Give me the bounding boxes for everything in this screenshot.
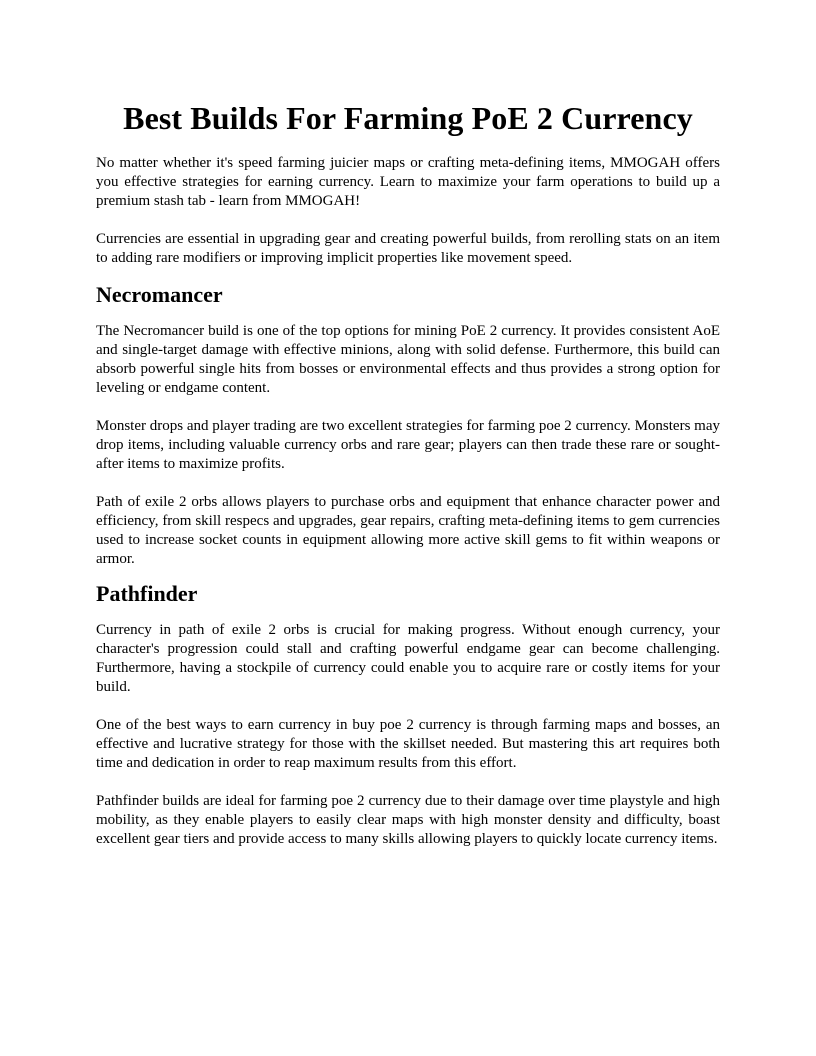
necromancer-section bbox=[96, 280, 720, 569]
pathfinder-paragraph-2: One of the best ways to earn currency in buy poe 2 currency is through farming maps and bosses, an effective and lucrative strategy for those with the skillset needed. But mastering this art requires both time and dedication in order to reap maximum results from this effort. bbox=[96, 717, 720, 771]
necromancer-paragraph-3: Path of exile 2 orbs allows players to purchase orbs and equipment that enhance character power and efficiency, from skill respecs and upgrades, gear repairs, crafting meta-defining items to gem currencies used to increase socket counts in equipment allowing more active skill gems to fit within weapons or armor. bbox=[96, 494, 720, 567]
necromancer-paragraph-2: Monster drops and player trading are two excellent strategies for farming poe 2 currency. Monsters may drop items, including valuable currency orbs and rare gear; players can then trade these rare or sought-after items to maximize profits. bbox=[96, 418, 720, 472]
pathfinder-section bbox=[96, 579, 720, 849]
section-heading-pathfinder: Pathfinder bbox=[96, 581, 198, 606]
intro-section bbox=[96, 154, 720, 268]
pathfinder-paragraph-3: Pathfinder builds are ideal for farming poe 2 currency due to their damage over time playstyle and high mobility, as they enable players to easily clear maps with high monster density and difficulty, boast excellent gear tiers and provide access to many skills allowing players to quickly locate currency items. bbox=[96, 793, 720, 847]
intro-paragraph-1: No matter whether it's speed farming juicier maps or crafting meta-defining items, MMOGAH offers you effective strategies for earning currency. Learn to maximize your farm operations to build up a premium stash tab - learn from MMOGAH! bbox=[96, 155, 720, 209]
necromancer-paragraph-1: The Necromancer build is one of the top options for mining PoE 2 currency. It provides consistent AoE and single-target damage with effective minions, along with solid defense. Furthermore, this build can absorb powerful single hits from bosses or environmental effects and thus provides a strong option for leveling or endgame content. bbox=[96, 323, 720, 396]
document-title: Best Builds For Farming PoE 2 Currency bbox=[123, 100, 693, 136]
pathfinder-paragraph-1: Currency in path of exile 2 orbs is crucial for making progress. Without enough currency, your character's progression could stall and crafting powerful endgame gear can become challenging. Furthermore, having a stockpile of currency could enable you to acquire rare or costly items for your build. bbox=[96, 622, 720, 695]
document-page bbox=[96, 92, 720, 868]
intro-paragraph-2: Currencies are essential in upgrading gear and creating powerful builds, from rerolling stats on an item to adding rare modifiers or improving implicit properties like movement speed. bbox=[96, 231, 720, 266]
section-heading-necromancer: Necromancer bbox=[96, 282, 223, 307]
